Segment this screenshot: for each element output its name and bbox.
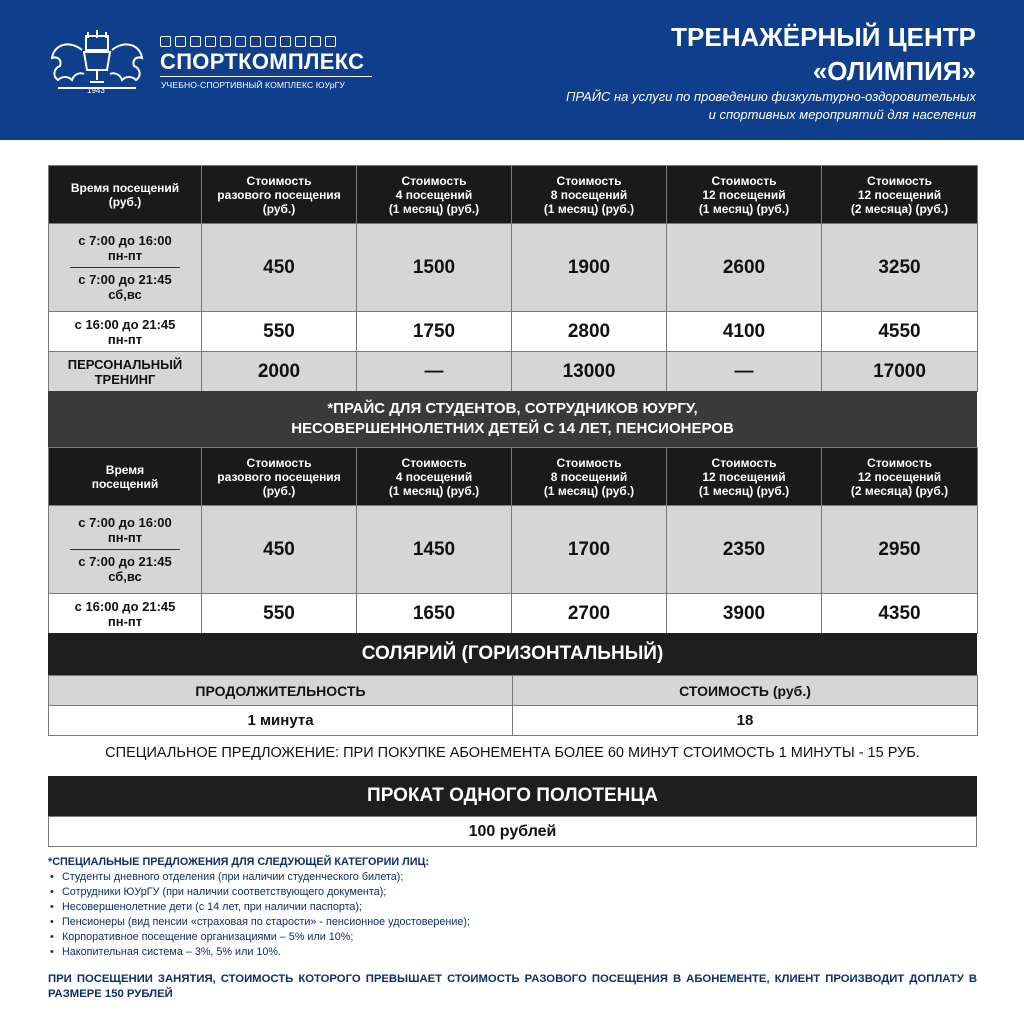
solarium-duration: 1 минута (49, 706, 513, 736)
time-cell: с 16:00 до 21:45 пн-пт (49, 594, 202, 634)
list-item: • Корпоративное посещение организациями – 5% или 10%; (48, 930, 977, 945)
sport-icon (265, 36, 276, 47)
page-header (0, 0, 1024, 140)
price-cell: 550 (202, 312, 357, 352)
sport-icon (235, 36, 246, 47)
sport-icon (325, 36, 336, 47)
price-cell: — (667, 352, 822, 392)
brand-divider (160, 76, 372, 77)
time-cell (49, 506, 202, 594)
table-row (49, 224, 978, 312)
solarium-price: 18 (513, 706, 978, 736)
list-item: • Несовершенолетние дети (с 14 лет, при наличии паспорта); (48, 900, 977, 915)
list-item: • Студенты дневного отделения (при наличии студенческого билета); (48, 870, 977, 885)
column-header: Стоимость разового посещения (руб.) (202, 166, 357, 224)
special-offer-text: СПЕЦИАЛЬНОЕ ПРЕДЛОЖЕНИЕ: ПРИ ПОКУПКЕ АБОНЕМЕНТА БОЛЕЕ 60 МИНУТ СТОИМОСТЬ 1 МИНУТЫ - 15 РУБ. (105, 745, 920, 761)
price-cell: 2700 (512, 594, 667, 634)
solarium-table (48, 675, 978, 736)
sport-icon (190, 36, 201, 47)
price-cell: 450 (202, 506, 357, 594)
time-separator (70, 549, 180, 550)
sport-icons-row (160, 36, 336, 47)
page-title-line1: ТРЕНАЖЁРНЫЙ ЦЕНТР (671, 22, 976, 52)
column-header: Стоимость 8 посещений (1 месяц) (руб.) (512, 448, 667, 506)
time-weekend: с 7:00 до 21:45 сб,вс (78, 554, 172, 584)
lion-crest-logo-icon (48, 30, 146, 94)
price-cell: 2800 (512, 312, 667, 352)
time-separator (70, 267, 180, 268)
column-header: Стоимость 12 посещений (1 месяц) (руб.) (667, 166, 822, 224)
list-item: • Накопительная система – 3%, 5% или 10%. (48, 945, 977, 960)
price-cell: 4100 (667, 312, 822, 352)
towel-price: 100 рублей (48, 816, 977, 847)
table-row (49, 312, 978, 352)
page-title-line2: «ОЛИМПИЯ» (812, 56, 976, 86)
page-subtitle-line2: и спортивных мероприятий для населения (708, 107, 976, 122)
sport-icon (160, 36, 171, 47)
time-weekday: с 7:00 до 16:00 пн-пт (78, 233, 172, 263)
notes-list (48, 870, 977, 960)
table-row (49, 594, 978, 634)
brand-name: СПОРТКОМПЛЕКС (160, 49, 365, 74)
price-cell: 4550 (822, 312, 978, 352)
column-header: Стоимость 8 посещений (1 месяц) (руб.) (512, 166, 667, 224)
price-cell: 2350 (667, 506, 822, 594)
main-price-table (48, 165, 978, 392)
sport-icon (250, 36, 261, 47)
price-cell: 450 (202, 224, 357, 312)
column-header: ПРОДОЛЖИТЕЛЬНОСТЬ (49, 676, 513, 706)
price-cell: 1500 (357, 224, 512, 312)
time-cell: с 16:00 до 21:45 пн-пт (49, 312, 202, 352)
notes-title: *СПЕЦИАЛЬНЫЕ ПРЕДЛОЖЕНИЯ ДЛЯ СЛЕДУЮЩЕЙ КАТЕГОРИИ ЛИЦ: (48, 856, 429, 868)
column-header: Стоимость разового посещения (руб.) (202, 448, 357, 506)
logo-year: 1943 (87, 86, 105, 95)
price-cell: 4350 (822, 594, 978, 634)
personal-training-label: ПЕРСОНАЛЬНЫЙ ТРЕНИНГ (49, 352, 202, 392)
price-cell: 3250 (822, 224, 978, 312)
solarium-title: СОЛЯРИЙ (ГОРИЗОНТАЛЬНЫЙ) (48, 633, 977, 675)
price-cell: 1700 (512, 506, 667, 594)
table-row (49, 352, 978, 392)
column-header: Стоимость 12 посещений (2 месяца) (руб.) (822, 166, 978, 224)
price-cell: 2000 (202, 352, 357, 392)
table-row (49, 506, 978, 594)
price-cell: 3900 (667, 594, 822, 634)
students-banner-line1: *ПРАЙС ДЛЯ СТУДЕНТОВ, СОТРУДНИКОВ ЮУРГУ, (327, 400, 698, 417)
sport-icon (295, 36, 306, 47)
column-header: Стоимость 4 посещений (1 месяц) (руб.) (357, 166, 512, 224)
footer-note: ПРИ ПОСЕЩЕНИИ ЗАНЯТИЯ, СТОИМОСТЬ КОТОРОГО ПРЕВЫШАЕТ СТОИМОСТЬ РАЗОВОГО ПОСЕЩЕНИЯ В АБОНЕМЕНТЕ, КЛИЕНТ ПРОИЗВОДИТ ДОПЛАТУ В РАЗМЕРЕ 150 РУБЛЕЙ (48, 973, 977, 1000)
price-cell: 2600 (667, 224, 822, 312)
time-weekday: с 7:00 до 16:00 пн-пт (78, 515, 172, 545)
time-cell (49, 224, 202, 312)
towel-title: ПРОКАТ ОДНОГО ПОЛОТЕНЦА (48, 776, 977, 816)
price-cell: 1750 (357, 312, 512, 352)
table-row (49, 706, 978, 736)
column-header: Время посещений (49, 448, 202, 506)
sport-icon (175, 36, 186, 47)
price-cell: 1650 (357, 594, 512, 634)
price-cell: 17000 (822, 352, 978, 392)
students-banner-line2: НЕСОВЕРШЕННОЛЕТНИХ ДЕТЕЙ С 14 ЛЕТ, ПЕНСИОНЕРОВ (291, 420, 734, 437)
sport-icon (280, 36, 291, 47)
column-header: Стоимость 12 посещений (1 месяц) (руб.) (667, 448, 822, 506)
price-cell: — (357, 352, 512, 392)
price-cell: 1450 (357, 506, 512, 594)
column-header: Стоимость 4 посещений (1 месяц) (руб.) (357, 448, 512, 506)
column-header: Время посещений (руб.) (49, 166, 202, 224)
list-item: • Сотрудники ЮУрГУ (при наличии соответствующего документа); (48, 885, 977, 900)
price-cell: 550 (202, 594, 357, 634)
sport-icon (220, 36, 231, 47)
students-price-table (48, 447, 978, 634)
table-header-row (49, 448, 978, 506)
sport-icon (205, 36, 216, 47)
column-header: СТОИМОСТЬ (руб.) (513, 676, 978, 706)
page-subtitle (566, 88, 976, 124)
brand-subtitle: УЧЕБНО-СПОРТИВНЫЙ КОМПЛЕКС ЮУрГУ (161, 80, 345, 90)
price-cell: 1900 (512, 224, 667, 312)
price-cell: 2950 (822, 506, 978, 594)
column-header: Стоимость 12 посещений (2 месяца) (руб.) (822, 448, 978, 506)
special-offers-notes (48, 855, 977, 960)
table-header-row (49, 166, 978, 224)
time-weekend: с 7:00 до 21:45 сб,вс (78, 272, 172, 302)
students-price-banner (48, 391, 977, 447)
list-item: • Пенсионеры (вид пенсии «страховая по старости» - пенсионное удостоверение); (48, 915, 977, 930)
sport-icon (310, 36, 321, 47)
page-subtitle-line1: ПРАЙС на услуги по проведению физкультурно-оздоровительных (565, 89, 976, 104)
table-header-row (49, 676, 978, 706)
price-cell: 13000 (512, 352, 667, 392)
